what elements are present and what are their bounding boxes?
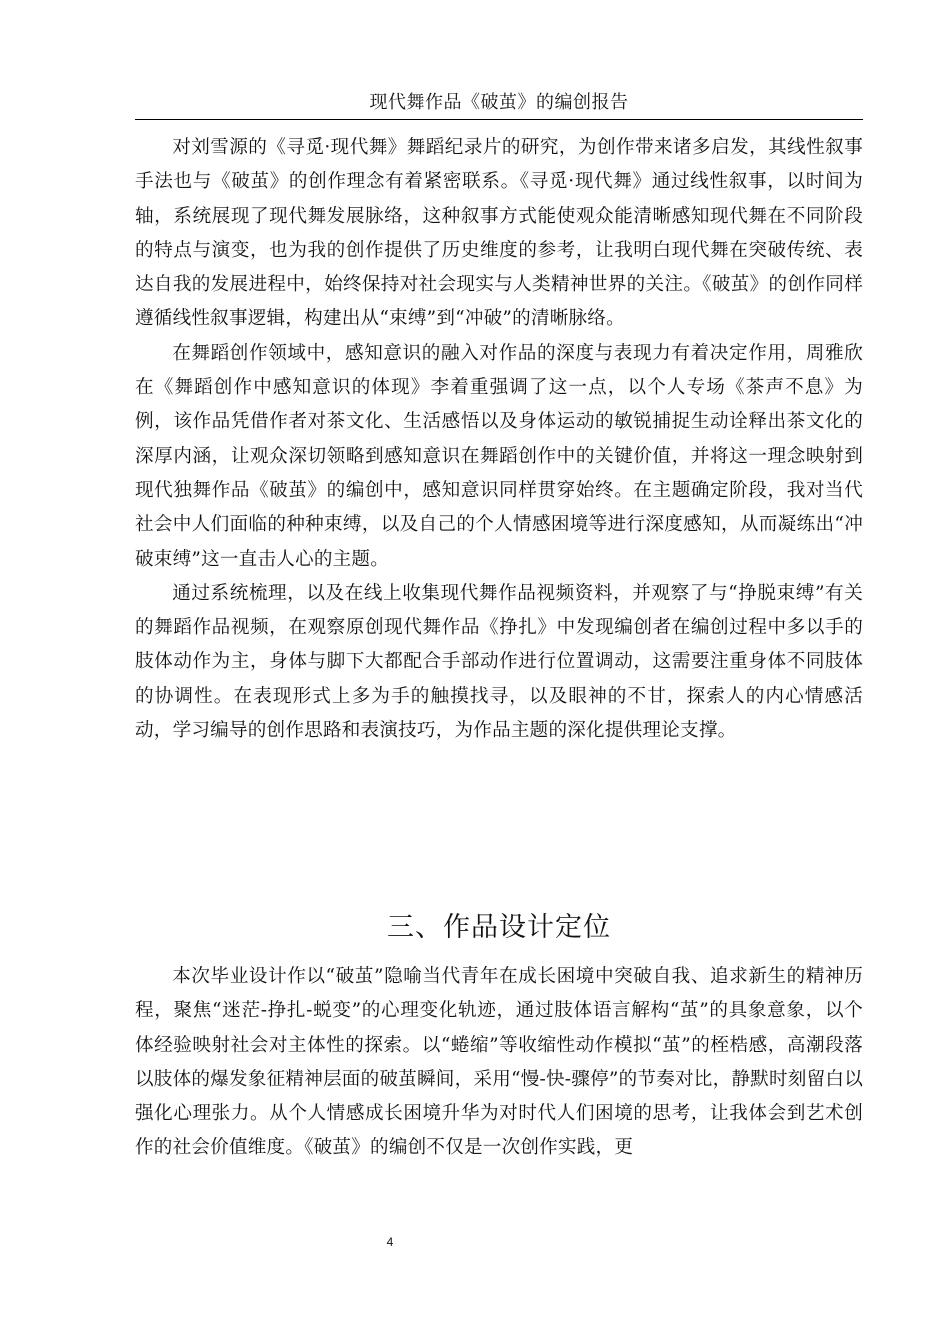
paragraph: 本次毕业设计作以“破茧”隐喻当代青年在成长困境中突破自我、追求新生的精神历程，聚焦“迷茫-挣扎-蜕变”的心理变化轨迹，通过肢体语言解构“茧”的具象意象，以个体经验映射社会对主体性的探索。以“蜷缩”等收缩性动作模拟“茧”的桎梏感，高潮段落以肢体的爆发象征精神层面的破茧瞬间，采用“慢-快-骤停”的节奏对比，静默时刻留白以强化心理张力。从个人情感成长困境升华为对时代人们困境的思考，让我体会到艺术创作的社会价值维度。《破茧》的编创不仅是一次创作实践，更 [135,966,863,1159]
paragraph: 对刘雪源的《寻觅·现代舞》舞蹈纪录片的研究，为创作带来诸多启发，其线性叙事手法也与《破茧》的创作理念有着紧密联系。《寻觅·现代舞》通过线性叙事，以时间为轴，系统展现了现代舞发展脉络，这种叙事方式能使观众能清晰感知现代舞在不同阶段的特点与演变，也为我的创作提供了历史维度的参考，让我明白现代舞在突破传统、表达自我的发展进程中，始终保持对社会现实与人类精神世界的关注。《破茧》的创作同样遵循线性叙事逻辑，构建出从“束缚”到“冲破”的清晰脉络。 [135,137,863,330]
header-divider [135,119,863,120]
paragraph: 通过系统梳理，以及在线上收集现代舞作品视频资料，并观察了与“挣脱束缚”有关的舞蹈作品视频，在观察原创现代舞作品《挣扎》中发现编创者在编创过程中多以手的肢体动作为主，身体与脚下大都配合手部动作进行位置调动，这需要注重身体不同肢体的协调性。在表现形式上多为手的触摸找寻，以及眼神的不甘，探索人的内心情感活动，学习编导的创作思路和表演技巧，为作品主题的深化提供理论支撑。 [135,582,863,742]
body-text-bottom [135,960,863,1166]
body-text-top [135,131,863,748]
paragraph: 在舞蹈创作领域中，感知意识的融入对作品的深度与表现力有着决定作用，周雅欣在《舞蹈创作中感知意识的体现》李着重强调了这一点，以个人专场《茶声不息》为例，该作品凭借作者对茶文化、生活感悟以及身体运动的敏锐捕捉生动诠释出茶文化的深厚内涵，让观众深切领略到感知意识在舞蹈创作中的关键价值，并将这一理念映射到现代独舞作品《破茧》的编创中，感知意识同样贯穿始终。在主题确定阶段，我对当代社会中人们面临的种种束缚，以及自己的个人情感困境等进行深度感知，从而凝练出“冲破束缚”这一直击人心的主题。 [135,342,863,570]
page-number: 4 [386,1235,394,1249]
section-heading: 三、作品设计定位 [387,912,611,943]
running-header: 现代舞作品《破茧》的编创报告 [369,92,629,113]
